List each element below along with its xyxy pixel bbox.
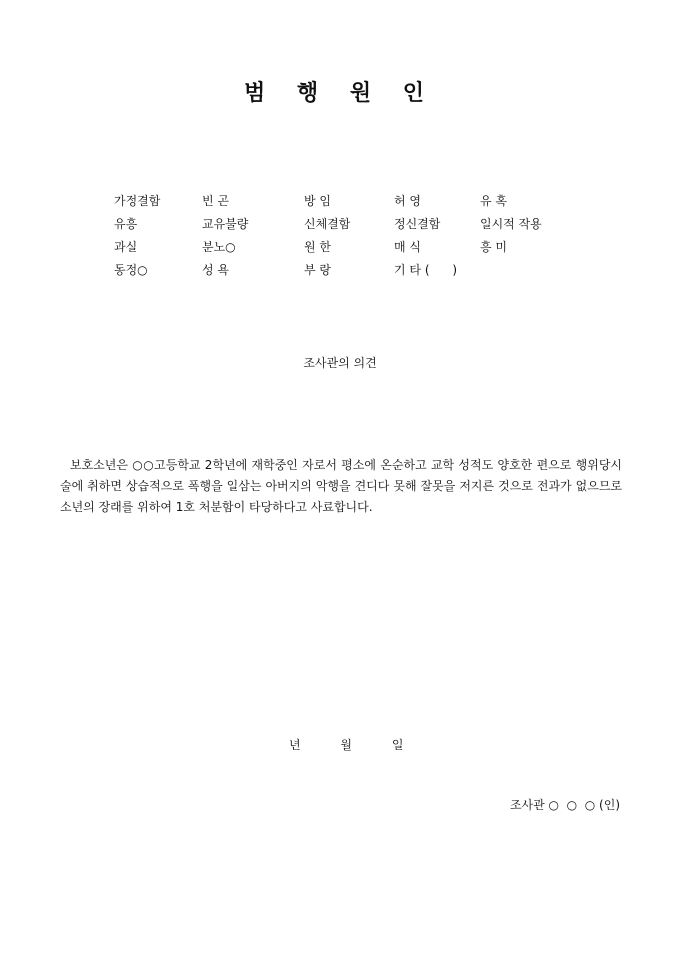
cause-item: 유 혹 <box>480 194 507 208</box>
cause-item: 빈 곤 <box>202 194 229 208</box>
cause-item: 방 임 <box>304 194 331 208</box>
cause-item: 허 영 <box>394 194 421 208</box>
date-day: 일 <box>391 738 404 752</box>
cause-item: 성 욕 <box>202 263 229 277</box>
cause-item: 흥 미 <box>480 240 507 254</box>
date-line <box>289 736 439 753</box>
opinion-heading: 조사관의 의견 <box>303 356 377 370</box>
cause-item: 원 한 <box>304 240 331 254</box>
cause-item: 정신결함 <box>394 217 441 231</box>
cause-item: 부 랑 <box>304 263 331 277</box>
cause-item: 신체결함 <box>304 217 351 231</box>
date-year: 년 <box>289 738 301 752</box>
cause-item: 기 타 ( ) <box>394 263 458 277</box>
opinion-paragraph: 보호소년은 ○○고등학교 2학년에 재학중인 자로서 평소에 온순하고 교학 성적도 양호한 편으로 행위당시 술에 취하면 상습적으로 폭행을 일삼는 아버지의 악행을 견디다 못해 잘못을 저지른 것으로 전과가 없으므로 소년의 장래를 위하여 1호 처분함이 타당하다고 사료합니다. <box>60 458 622 514</box>
cause-item: 유흥 <box>114 217 138 231</box>
date-month: 월 <box>340 738 353 752</box>
cause-item: 분노○ <box>202 240 236 254</box>
cause-item: 과실 <box>114 240 138 254</box>
cause-item: 가정결함 <box>114 194 161 208</box>
cause-item: 일시적 작용 <box>480 217 542 231</box>
cause-item: 교유불량 <box>202 217 249 231</box>
cause-item: 동정○ <box>114 263 148 277</box>
investigator-signature: 조사관 ○ ○ ○ (인) <box>509 798 620 812</box>
cause-item: 매 식 <box>394 240 421 254</box>
document-title: 범 행 원 인 <box>244 80 436 106</box>
